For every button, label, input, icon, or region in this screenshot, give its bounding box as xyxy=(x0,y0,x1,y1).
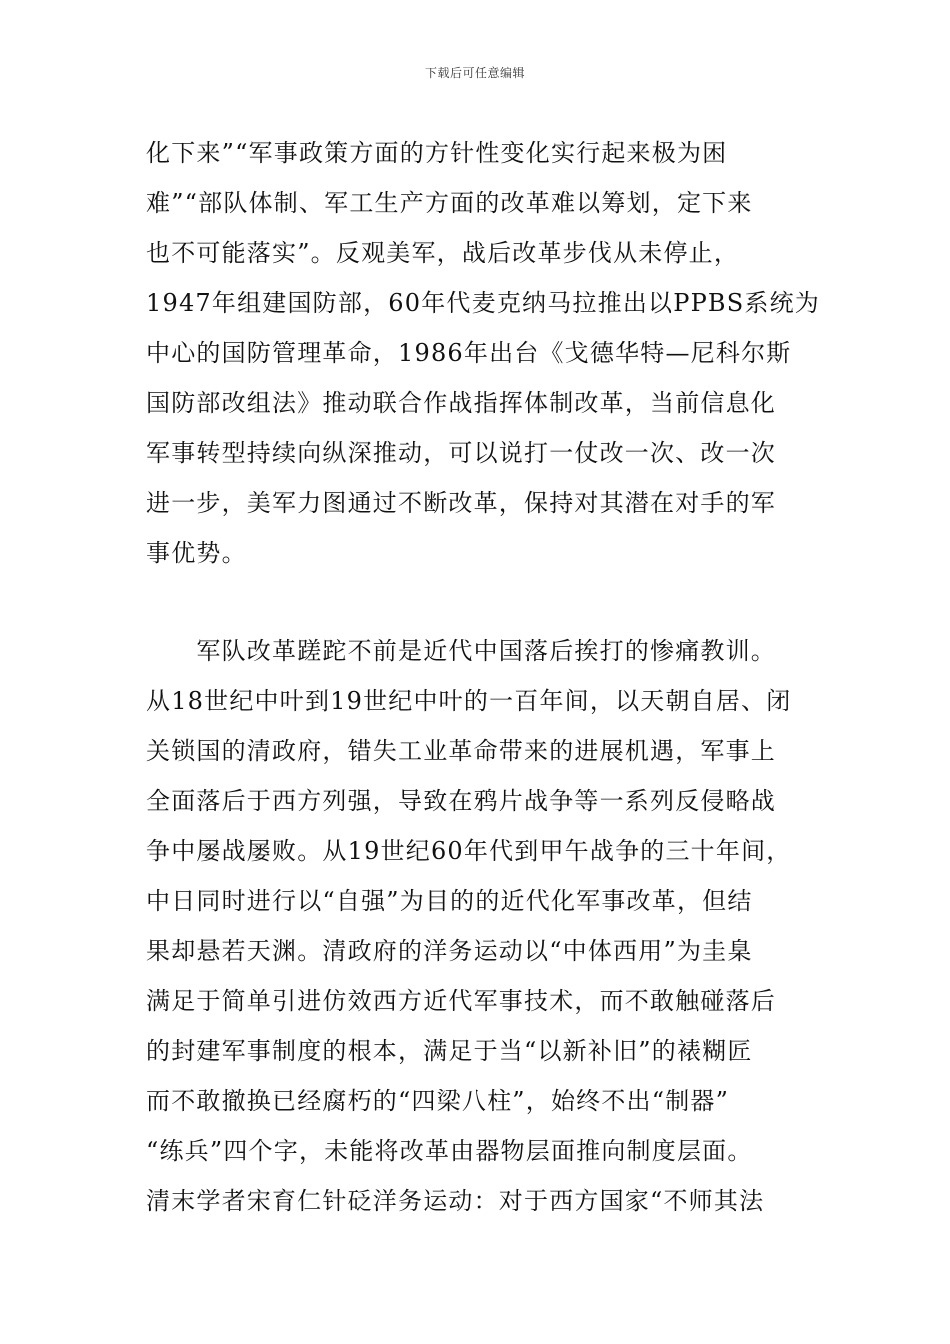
text-line: 难”“部队体制、军工生产方面的改革难以筹划，定下来 xyxy=(146,189,753,217)
text-line: 果却悬若天渊。清政府的洋务运动以“中体西用”为圭臬 xyxy=(146,937,753,965)
text-line: 清末学者宋育仁针砭洋务运动：对于西方国家“不师其法 xyxy=(146,1187,765,1215)
text-line: 事优势。 xyxy=(146,539,247,567)
text-line: 军队改革蹉跎不前是近代中国落后挨打的惨痛教训。 xyxy=(146,637,776,665)
text-line: 国防部改组法》推动联合作战指挥体制改革，当前信息化 xyxy=(146,389,776,417)
text-line: “练兵”四个字，未能将改革由器物层面推向制度层面。 xyxy=(146,1137,753,1165)
text-line: 从18世纪中叶到19世纪中叶的一百年间，以天朝自居、闭 xyxy=(146,687,792,715)
text-line: 化下来”“军事政策方面的方针性变化实行起来极为困 xyxy=(146,139,728,167)
paragraph-2 xyxy=(146,626,818,1226)
paragraph-1 xyxy=(146,128,818,578)
text-line: 关锁国的清政府，错失工业革命带来的进展机遇，军事上 xyxy=(146,737,776,765)
text-line: 争中屡战屡败。从19世纪60年代到甲午战争的三十年间， xyxy=(146,837,792,865)
text-line: 满足于简单引进仿效西方近代军事技术，而不敢触碰落后 xyxy=(146,987,776,1015)
page-header: 下载后可任意编辑 xyxy=(424,66,525,80)
text-line: 进一步，美军力图通过不断改革，保持对其潜在对手的军 xyxy=(146,489,776,517)
text-line: 而不敢撤换已经腐朽的“四梁八柱”，始终不出“制器” xyxy=(146,1087,730,1115)
text-line: 中心的国防管理革命，1986年出台《戈德华特—尼科尔斯 xyxy=(146,339,792,367)
text-line: 全面落后于西方列强，导致在鸦片战争等一系列反侵略战 xyxy=(146,787,776,815)
text-line: 也不可能落实”。反观美军，战后改革步伐从未停止， xyxy=(146,239,740,267)
text-line: 的封建军事制度的根本，满足于当“以新补旧”的裱糊匠 xyxy=(146,1037,753,1065)
text-line: 中日同时进行以“自强”为目的的近代化军事改革，但结 xyxy=(146,887,753,915)
text-line: 军事转型持续向纵深推动，可以说打一仗改一次、改一次 xyxy=(146,439,776,467)
text-line: 1947年组建国防部，60年代麦克纳马拉推出以PPBS系统为 xyxy=(146,289,820,317)
